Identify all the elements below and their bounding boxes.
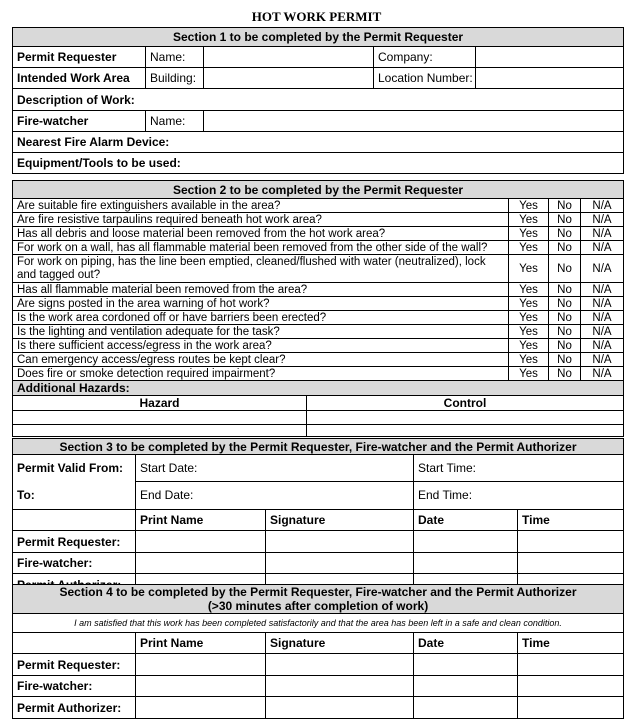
- equipment-tools-field[interactable]: Equipment/Tools to be used:: [13, 153, 624, 174]
- name-label: Name:: [146, 47, 204, 68]
- na-option[interactable]: N/A: [581, 213, 624, 227]
- signature-field[interactable]: [266, 676, 414, 697]
- no-option[interactable]: No: [549, 367, 581, 381]
- question-row: [13, 311, 624, 325]
- na-option[interactable]: N/A: [581, 339, 624, 353]
- time-field[interactable]: [518, 697, 624, 719]
- time-header: Time: [518, 633, 624, 654]
- start-date-field[interactable]: Start Date:: [136, 455, 414, 482]
- yes-option[interactable]: Yes: [509, 325, 549, 339]
- to-label: To:: [17, 488, 35, 502]
- time-field[interactable]: [518, 676, 624, 697]
- section3-table: [12, 438, 624, 596]
- date-header: Date: [414, 510, 518, 531]
- question-row: [13, 255, 624, 283]
- na-option[interactable]: N/A: [581, 325, 624, 339]
- hazard-column-header: Hazard: [13, 396, 307, 411]
- permit-requester-row-label: Permit Requester:: [13, 531, 136, 553]
- permit-authorizer-row-label: Permit Authorizer:: [13, 697, 136, 719]
- question-row: [13, 367, 624, 381]
- no-option[interactable]: No: [549, 297, 581, 311]
- question-text: Has all flammable material been removed from the area?: [13, 283, 509, 297]
- control-column-header: Control: [307, 396, 624, 411]
- section4-header: [13, 585, 624, 614]
- end-time-field[interactable]: End Time:: [414, 481, 624, 509]
- print-name-field[interactable]: [136, 697, 266, 719]
- time-header: Time: [518, 510, 624, 531]
- signature-header: Signature: [266, 633, 414, 654]
- yes-option[interactable]: Yes: [509, 255, 549, 283]
- yes-option[interactable]: Yes: [509, 213, 549, 227]
- permit-requester-label: Permit Requester: [13, 47, 146, 68]
- na-option[interactable]: N/A: [581, 283, 624, 297]
- date-field[interactable]: [414, 676, 518, 697]
- hazard-field[interactable]: [13, 425, 307, 437]
- company-label: Company:: [374, 47, 476, 68]
- yes-option[interactable]: Yes: [509, 241, 549, 255]
- question-row: [13, 283, 624, 297]
- no-option[interactable]: No: [549, 311, 581, 325]
- yes-option[interactable]: Yes: [509, 199, 549, 213]
- question-row: [13, 297, 624, 311]
- permit-valid-label: [13, 455, 136, 510]
- fire-watcher-row-label: Fire-watcher:: [13, 676, 136, 697]
- question-text: Is there sufficient access/egress in the work area?: [13, 339, 509, 353]
- yes-option[interactable]: Yes: [509, 353, 549, 367]
- question-row: [13, 325, 624, 339]
- section1-header: Section 1 to be completed by the Permit Requester: [13, 28, 624, 47]
- description-of-work-field[interactable]: Description of Work:: [13, 89, 624, 111]
- section4-header-line1: Section 4 to be completed by the Permit Requester, Fire-watcher and the Permit Authorizer: [59, 585, 577, 599]
- signature-field[interactable]: [266, 654, 414, 676]
- question-row: [13, 199, 624, 213]
- yes-option[interactable]: Yes: [509, 311, 549, 325]
- question-row: [13, 339, 624, 353]
- location-number-label: Location Number:: [374, 68, 476, 89]
- yes-option[interactable]: Yes: [509, 283, 549, 297]
- building-label: Building:: [146, 68, 204, 89]
- na-option[interactable]: N/A: [581, 241, 624, 255]
- permit-valid-from-label: Permit Valid From:: [17, 461, 124, 475]
- date-header: Date: [414, 633, 518, 654]
- no-option[interactable]: No: [549, 353, 581, 367]
- yes-option[interactable]: Yes: [509, 367, 549, 381]
- question-text: Has all debris and loose material been removed from the hot work area?: [13, 227, 509, 241]
- question-row: [13, 227, 624, 241]
- question-text: Is the work area cordoned off or have barriers been erected?: [13, 311, 509, 325]
- time-field[interactable]: [518, 654, 624, 676]
- completion-statement: I am satisfied that this work has been completed satisfactorily and that the area has been left in a safe and clean condition.: [13, 614, 624, 633]
- hazard-field[interactable]: [13, 411, 307, 425]
- signature-field[interactable]: [266, 553, 414, 574]
- print-name-field[interactable]: [136, 676, 266, 697]
- no-option[interactable]: No: [549, 283, 581, 297]
- blank-cell: [13, 510, 136, 531]
- time-field[interactable]: [518, 553, 624, 574]
- question-text: Are signs posted in the area warning of hot work?: [13, 297, 509, 311]
- print-name-header: Print Name: [136, 633, 266, 654]
- section3-header: Section 3 to be completed by the Permit Requester, Fire-watcher and the Permit Authorizer: [13, 439, 624, 455]
- na-option[interactable]: N/A: [581, 353, 624, 367]
- question-text: Is the lighting and ventilation adequate for the task?: [13, 325, 509, 339]
- na-option[interactable]: N/A: [581, 311, 624, 325]
- no-option[interactable]: No: [549, 199, 581, 213]
- company-field[interactable]: [476, 47, 624, 68]
- date-field[interactable]: [414, 553, 518, 574]
- building-field[interactable]: [204, 68, 374, 89]
- yes-option[interactable]: Yes: [509, 339, 549, 353]
- fire-watcher-row-label: Fire-watcher:: [13, 553, 136, 574]
- na-option[interactable]: N/A: [581, 297, 624, 311]
- intended-work-area-label: Intended Work Area: [13, 68, 146, 89]
- date-field[interactable]: [414, 697, 518, 719]
- na-option[interactable]: N/A: [581, 367, 624, 381]
- section4-header-line2: (>30 minutes after completion of work): [207, 599, 429, 613]
- control-field[interactable]: [307, 425, 624, 437]
- end-date-field[interactable]: End Date:: [136, 481, 414, 509]
- question-text: For work on piping, has the line been emptied, cleaned/flushed with water (neutralized), lock and tagged out?: [13, 255, 509, 283]
- na-option[interactable]: N/A: [581, 227, 624, 241]
- name-field[interactable]: [204, 47, 374, 68]
- print-name-field[interactable]: [136, 553, 266, 574]
- yes-option[interactable]: Yes: [509, 297, 549, 311]
- signature-field[interactable]: [266, 531, 414, 553]
- control-field[interactable]: [307, 411, 624, 425]
- hazards-table: [12, 395, 624, 437]
- section2-table: [12, 180, 624, 396]
- print-name-field[interactable]: [136, 531, 266, 553]
- section4-table: [12, 584, 624, 719]
- no-option[interactable]: No: [549, 241, 581, 255]
- additional-hazards-label: Additional Hazards:: [13, 381, 624, 396]
- question-text: Are fire resistive tarpaulins required beneath hot work area?: [13, 213, 509, 227]
- time-field[interactable]: [518, 531, 624, 553]
- question-row: [13, 241, 624, 255]
- no-option[interactable]: No: [549, 255, 581, 283]
- question-text: Are suitable fire extinguishers available in the area?: [13, 199, 509, 213]
- date-field[interactable]: [414, 654, 518, 676]
- no-option[interactable]: No: [549, 213, 581, 227]
- start-time-field[interactable]: Start Time:: [414, 455, 624, 482]
- question-row: [13, 353, 624, 367]
- date-field[interactable]: [414, 531, 518, 553]
- fire-watcher-name-label: Name:: [146, 111, 204, 132]
- location-number-field[interactable]: [476, 68, 624, 89]
- signature-field[interactable]: [266, 697, 414, 719]
- section1-table: [12, 27, 624, 174]
- no-option[interactable]: No: [549, 325, 581, 339]
- print-name-header: Print Name: [136, 510, 266, 531]
- question-row: [13, 213, 624, 227]
- page-title: HOT WORK PERMIT: [251, 9, 382, 24]
- nearest-fire-alarm-field[interactable]: Nearest Fire Alarm Device:: [13, 132, 624, 153]
- permit-requester-row-label: Permit Requester:: [13, 654, 136, 676]
- fire-watcher-name-field[interactable]: [204, 111, 624, 132]
- yes-option[interactable]: Yes: [509, 227, 549, 241]
- question-text: For work on a wall, has all flammable material been removed from the other side of the wall?: [13, 241, 509, 255]
- signature-header: Signature: [266, 510, 414, 531]
- fire-watcher-label: Fire-watcher: [13, 111, 146, 132]
- question-text: Can emergency access/egress routes be kept clear?: [13, 353, 509, 367]
- print-name-field[interactable]: [136, 654, 266, 676]
- blank-cell: [13, 633, 136, 654]
- na-option[interactable]: N/A: [581, 255, 624, 283]
- no-option[interactable]: No: [549, 339, 581, 353]
- question-text: Does fire or smoke detection required impairment?: [13, 367, 509, 381]
- section2-header: Section 2 to be completed by the Permit Requester: [13, 181, 624, 199]
- no-option[interactable]: No: [549, 227, 581, 241]
- na-option[interactable]: N/A: [581, 199, 624, 213]
